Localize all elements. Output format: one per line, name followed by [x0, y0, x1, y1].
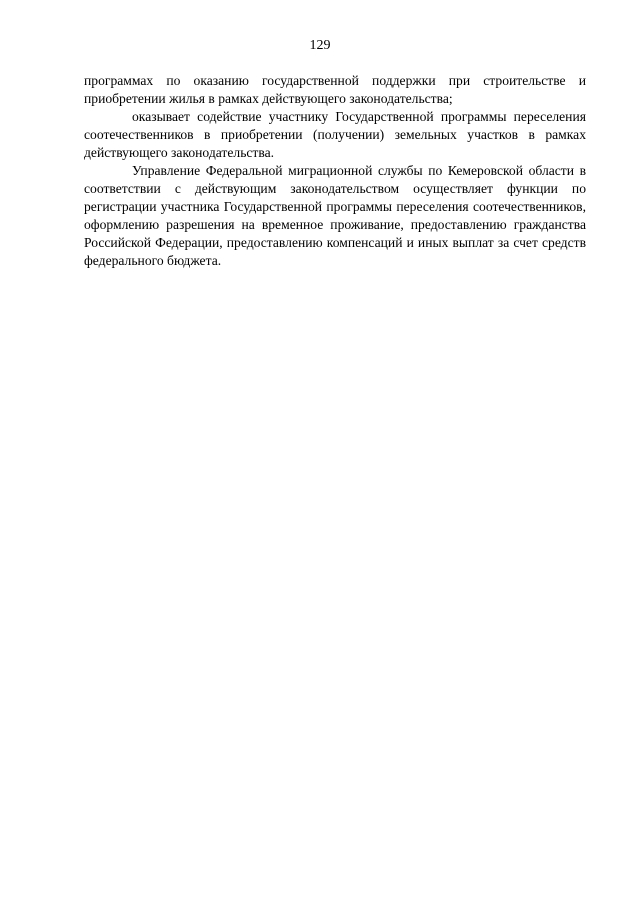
- paragraph-assistance: оказывает содействие участнику Государственной программы переселения соотечественников в приобретении (получении) земельных участков в рамках действующего законодательства.: [84, 109, 586, 160]
- document-body: [84, 72, 586, 270]
- paragraph-migration-service: Управление Федеральной миграционной службы по Кемеровской области в соответствии с действующим законодательством осуществляет функции по регистрации участника Государственной программы переселения соотечественников, оформлению разрешения на временное проживание, предоставлению гражданства Российской Федерации, предоставлению компенсаций и иных выплат за счет средств федерального бюджета.: [84, 163, 586, 268]
- paragraph-continuation: программах по оказанию государственной поддержки при строительстве и приобретении жилья в рамках действующего законодательства;: [84, 73, 586, 106]
- page-number: 129: [309, 38, 331, 53]
